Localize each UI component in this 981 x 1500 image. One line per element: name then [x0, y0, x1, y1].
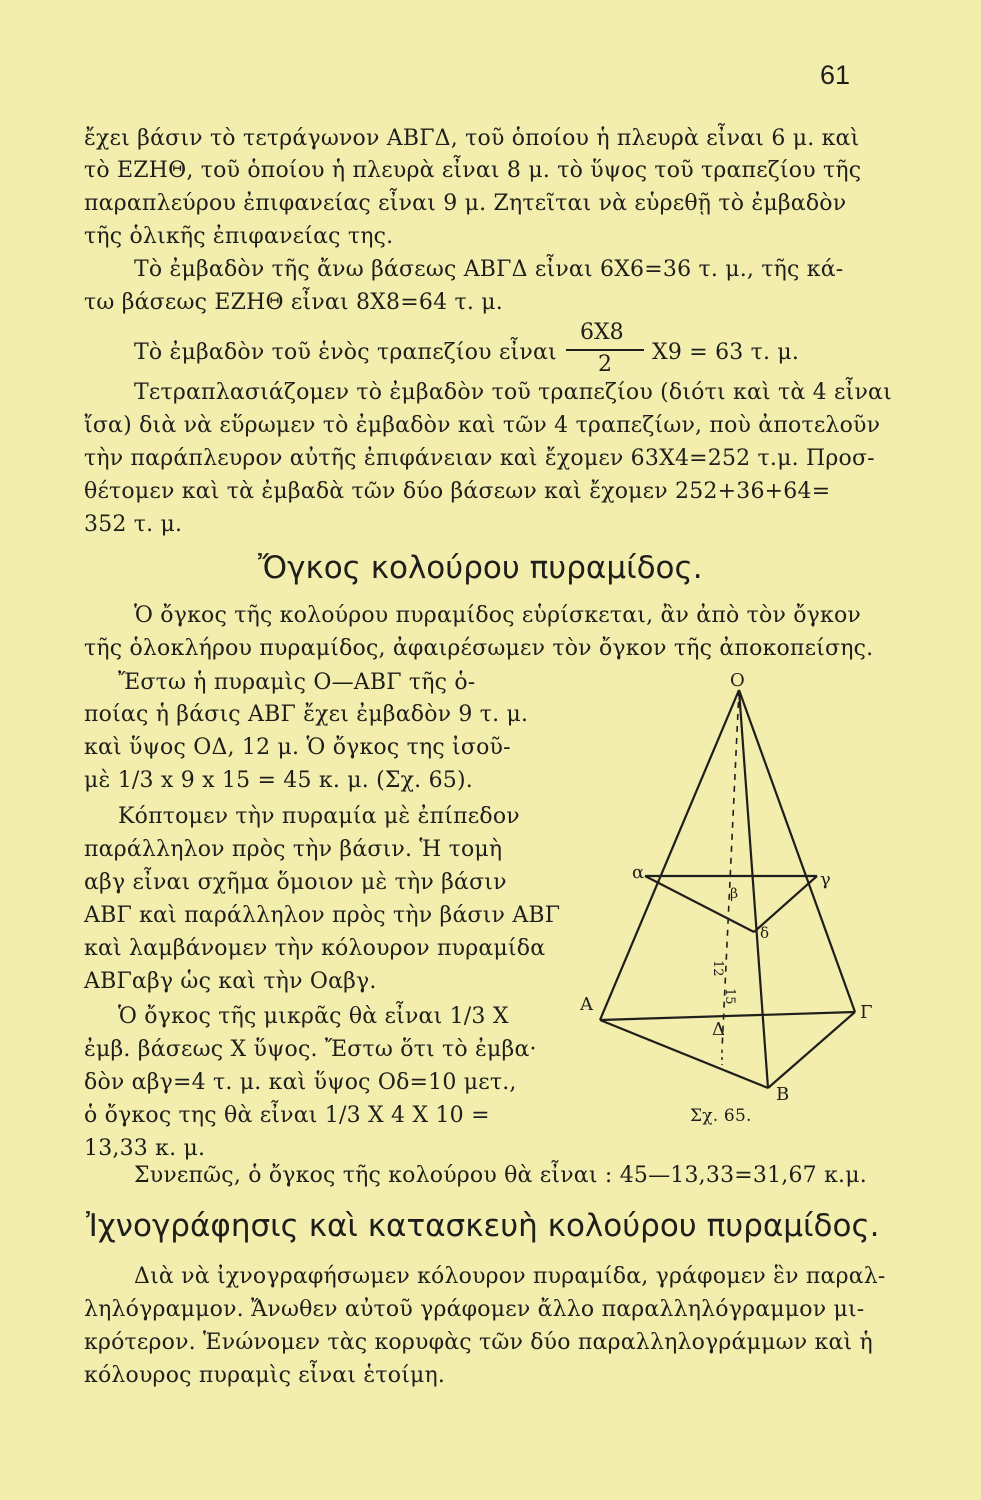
- text-line: καὶ λαμβάνομεν τὴν κόλουρον πυραμίδα: [84, 936, 546, 961]
- text-line: ἴσα) διὰ νὰ εὕρωμεν τὸ ἐμβαδὸν καὶ τῶν 4 τραπεζίων, ποὺ ἀποτελοῦν: [84, 413, 881, 438]
- text-line: 352 τ. μ.: [84, 512, 183, 537]
- text-line: κόλουρος πυραμὶς εἶναι ἑτοίμη.: [84, 1363, 446, 1388]
- formula-prefix: Τὸ ἐμβαδὸν τοῦ ἑνὸς τραπεζίου εἶναι: [134, 340, 557, 365]
- text-line: Συνεπῶς, ὁ ὄγκος τῆς κολούρου θὰ εἶναι : 45—13,33=31,67 κ.μ.: [134, 1163, 867, 1188]
- base-AB: [600, 1020, 768, 1088]
- text-line: παραπλεύρου ἐπιφανείας εἶναι 9 μ. Ζητεῖται νὰ εὑρεθῇ τὸ ἐμβαδὸν: [84, 191, 847, 216]
- text-line: καὶ ὕψος ΟΔ, 12 μ. Ὁ ὄγκος της ἰσοῦ-: [84, 735, 511, 760]
- figure-caption: Σχ. 65.: [690, 1106, 752, 1126]
- text-line: 13,33 κ. μ.: [84, 1136, 206, 1161]
- text-line: δὸν αβγ=4 τ. μ. καὶ ὕψος Οδ=10 μετ.,: [84, 1070, 517, 1095]
- text-line: παράλληλον πρὸς τὴν βάσιν. Ἡ τομὴ: [84, 837, 503, 862]
- text-line: τὴν παράπλευρον αὐτῆς ἐπιφάνειαν καὶ ἔχομεν 63Χ4=252 τ.μ. Προσ-: [84, 446, 875, 471]
- label-alpha: α: [632, 862, 645, 883]
- label-height-12: 12: [710, 960, 725, 977]
- text-line: Ἔστω ἡ πυραμὶς Ο—ΑΒΓ τῆς ὁ-: [118, 670, 476, 695]
- label-gamma: γ: [820, 869, 831, 890]
- label-B: Β: [776, 1084, 790, 1105]
- label-height-15: 15: [722, 988, 737, 1005]
- formula-numerator: 6Χ8: [580, 320, 624, 345]
- section-heading-drawing: Ἰχνογράφησις καὶ κατασκευὴ κολούρου πυραμίδος.: [86, 1208, 880, 1244]
- text-line: ποίας ἡ βάσις ΑΒΓ ἔχει ἐμβαδὸν 9 τ. μ.: [84, 702, 529, 727]
- text-line: Τὸ ἐμβαδὸν τῆς ἄνω βάσεως ΑΒΓΔ εἶναι 6Χ6=36 τ. μ., τῆς κά-: [134, 257, 844, 282]
- text-line: ἔχει βάσιν τὸ τετράγωνον ΑΒΓΔ, τοῦ ὁποίου ἡ πλευρὰ εἶναι 6 μ. καὶ: [84, 126, 860, 151]
- text-line: αβγ εἶναι σχῆμα ὅμοιον μὲ τὴν βάσιν: [84, 870, 507, 895]
- text-line: Διὰ νὰ ἰχνογραφήσωμεν κόλουρον πυραμίδα, γράφομεν ἓν παραλ-: [134, 1264, 886, 1289]
- text-line: ληλόγραμμον. Ἄνωθεν αὐτοῦ γράφομεν ἄλλο παραλληλόγραμμον μι-: [84, 1297, 865, 1322]
- text-line: Κόπτομεν τὴν πυραμία μὲ ἐπίπεδον: [118, 804, 520, 829]
- text-line: ἐμβ. βάσεως Χ ὕψος. Ἔστω ὅτι τὸ ἐμβα·: [84, 1037, 537, 1062]
- formula-suffix: Χ9 = 63 τ. μ.: [652, 340, 800, 365]
- base-BG: [768, 1012, 855, 1088]
- label-Delta: Δ: [712, 1019, 725, 1040]
- text-line: Ὁ ὄγκος τῆς μικρᾶς θὰ εἶναι 1/3 Χ: [118, 1004, 509, 1029]
- text-line: ὁ ὄγκος της θὰ εἶναι 1/3 Χ 4 Χ 10 =: [84, 1103, 490, 1128]
- text-line: τῆς ὁλοκλήρου πυραμίδος, ἀφαιρέσωμεν τὸν ὄγκον τῆς ἀποκοπείσης.: [84, 636, 874, 661]
- text-line: κρότερον. Ἑνώνομεν τὰς κορυφὰς τῶν δύο παραλληλογράμμων καὶ ἡ: [84, 1330, 873, 1355]
- edge-OB: [739, 690, 768, 1088]
- label-delta-small: δ: [760, 924, 770, 942]
- base-AG: [600, 1012, 855, 1020]
- page-number: 61: [820, 60, 851, 90]
- text-line: ΑΒΓ καὶ παράλληλον πρὸς τὴν βάσιν ΑΒΓ: [84, 903, 561, 928]
- text-line: τῆς ὁλικῆς ἐπιφανείας της.: [84, 224, 394, 249]
- pyramid-figure: [580, 670, 900, 1130]
- formula-denominator: 2: [598, 352, 612, 377]
- text-line: θέτομεν καὶ τὰ ἐμβαδὰ τῶν δύο βάσεων καὶ ἔχομεν 252+36+64=: [84, 479, 831, 504]
- text-line: τω βάσεως ΕΖΗΘ εἶναι 8Χ8=64 τ. μ.: [84, 290, 503, 315]
- text-line: μὲ 1/3 x 9 x 15 = 45 κ. μ. (Σχ. 65).: [84, 768, 473, 793]
- text-line: Τετραπλασιάζομεν τὸ ἐμβαδὸν τοῦ τραπεζίου (διότι καὶ τὰ 4 εἶναι: [134, 380, 892, 405]
- label-Gamma: Γ: [860, 1002, 873, 1023]
- label-beta-top: β: [730, 886, 739, 902]
- label-O: Ο: [730, 670, 745, 691]
- text-line: τὸ ΕΖΗΘ, τοῦ ὁποίου ἡ πλευρὰ εἶναι 8 μ. τὸ ὕψος τοῦ τραπεζίου τῆς: [84, 158, 862, 183]
- text-line: Ὁ ὄγκος τῆς κολούρου πυραμίδος εὑρίσκεται, ἂν ἀπὸ τὸν ὄγκον: [134, 603, 861, 628]
- fraction-bar: [566, 349, 644, 351]
- section-heading-volume: Ὄγκος κολούρου πυραμίδος.: [258, 550, 703, 586]
- label-A: Α: [580, 994, 593, 1015]
- edge-OG: [739, 690, 855, 1012]
- text-line: ΑΒΓαβγ ὡς καὶ τὴν Οαβγ.: [84, 969, 377, 994]
- section-ab: [645, 876, 754, 932]
